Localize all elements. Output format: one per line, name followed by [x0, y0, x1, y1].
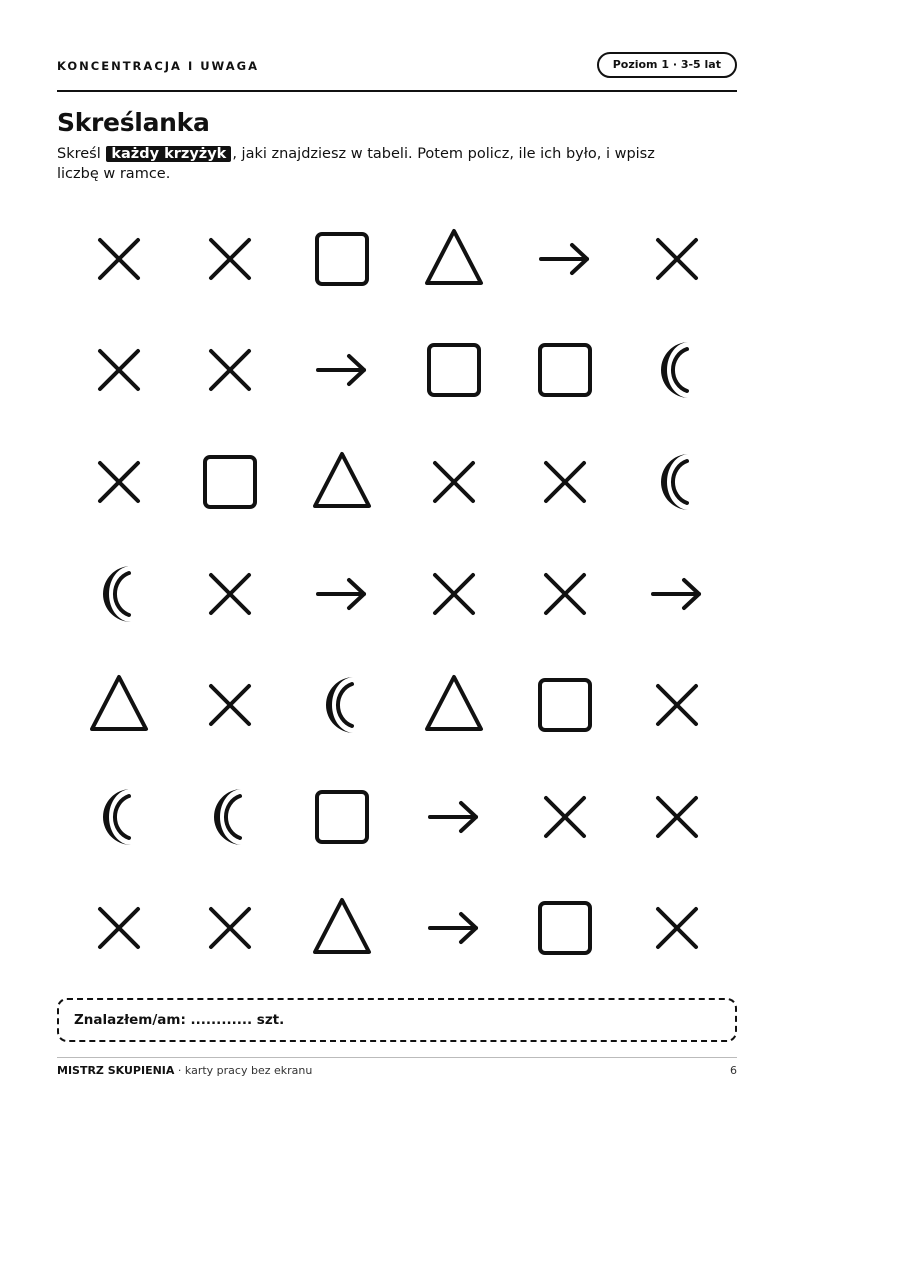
arrow-icon: [422, 785, 486, 849]
moon-icon: [310, 673, 374, 737]
cross-icon: [645, 785, 709, 849]
grid-cell[interactable]: [621, 426, 733, 538]
grid-cell[interactable]: [398, 203, 510, 315]
grid-cell[interactable]: [175, 203, 287, 315]
cross-icon: [645, 673, 709, 737]
grid-cell[interactable]: [63, 426, 175, 538]
grid-cell[interactable]: [509, 315, 621, 427]
grid-cell[interactable]: [621, 873, 733, 985]
grid-cell[interactable]: [175, 538, 287, 650]
triangle-icon: [422, 227, 486, 291]
grid-cell[interactable]: [509, 649, 621, 761]
grid-cell[interactable]: [286, 315, 398, 427]
instruction-text: [57, 144, 697, 184]
answer-label: Znalazłem/am: ............ szt.: [74, 1012, 285, 1028]
triangle-icon: [87, 673, 151, 737]
section-title: KONCENTRACJA I UWAGA: [57, 59, 259, 73]
grid-cell[interactable]: [175, 649, 287, 761]
footer-divider: [57, 1057, 737, 1058]
grid-cell[interactable]: [286, 873, 398, 985]
grid-cell[interactable]: [398, 873, 510, 985]
cross-icon: [198, 227, 262, 291]
grid-cell[interactable]: [63, 203, 175, 315]
arrow-icon: [310, 338, 374, 402]
grid-cell[interactable]: [63, 873, 175, 985]
moon-icon: [87, 785, 151, 849]
grid-cell[interactable]: [286, 203, 398, 315]
grid-cell[interactable]: [63, 315, 175, 427]
arrow-icon: [533, 227, 597, 291]
grid-cell[interactable]: [286, 426, 398, 538]
moon-icon: [645, 450, 709, 514]
grid-cell[interactable]: [621, 649, 733, 761]
moon-icon: [198, 785, 262, 849]
grid-cell[interactable]: [509, 203, 621, 315]
grid-cell[interactable]: [175, 761, 287, 873]
grid-cell[interactable]: [621, 761, 733, 873]
cross-icon: [87, 896, 151, 960]
cross-icon: [422, 450, 486, 514]
square-icon: [533, 338, 597, 402]
answer-box[interactable]: [57, 998, 737, 1042]
grid-cell[interactable]: [509, 426, 621, 538]
footer-brand: MISTRZ SKUPIENIA: [57, 1064, 175, 1077]
cross-icon: [645, 896, 709, 960]
cross-icon: [87, 227, 151, 291]
cross-icon: [198, 338, 262, 402]
grid-cell[interactable]: [398, 761, 510, 873]
cross-icon: [422, 562, 486, 626]
grid-cell[interactable]: [621, 538, 733, 650]
page-header: [57, 52, 737, 92]
grid-cell[interactable]: [286, 649, 398, 761]
triangle-icon: [310, 896, 374, 960]
level-badge: Poziom 1 · 3-5 lat: [597, 52, 737, 78]
instruction-end: , jaki znajdziesz w tabeli. Potem policz, ile ich było, i wpisz liczbę w ramce.: [57, 146, 655, 182]
symbol-grid: [63, 203, 733, 984]
grid-cell[interactable]: [509, 538, 621, 650]
instruction-highlight: każdy krzyżyk: [106, 146, 231, 162]
grid-cell[interactable]: [286, 538, 398, 650]
moon-icon: [645, 338, 709, 402]
cross-icon: [87, 450, 151, 514]
grid-cell[interactable]: [175, 426, 287, 538]
cross-icon: [198, 562, 262, 626]
square-icon: [198, 450, 262, 514]
cross-icon: [533, 450, 597, 514]
arrow-icon: [645, 562, 709, 626]
grid-cell[interactable]: [509, 761, 621, 873]
page-footer: [57, 1064, 737, 1077]
grid-cell[interactable]: [63, 538, 175, 650]
grid-cell[interactable]: [621, 315, 733, 427]
square-icon: [533, 673, 597, 737]
instruction-start: Skreśl: [57, 146, 106, 162]
grid-cell[interactable]: [175, 873, 287, 985]
cross-icon: [87, 338, 151, 402]
grid-cell[interactable]: [621, 203, 733, 315]
square-icon: [422, 338, 486, 402]
grid-cell[interactable]: [175, 315, 287, 427]
arrow-icon: [310, 562, 374, 626]
arrow-icon: [422, 896, 486, 960]
grid-cell[interactable]: [398, 538, 510, 650]
triangle-icon: [310, 450, 374, 514]
square-icon: [310, 785, 374, 849]
page-title: Skreślanka: [57, 108, 210, 137]
grid-cell[interactable]: [286, 761, 398, 873]
grid-cell[interactable]: [398, 315, 510, 427]
cross-icon: [533, 785, 597, 849]
grid-cell[interactable]: [509, 873, 621, 985]
grid-cell[interactable]: [398, 426, 510, 538]
cross-icon: [198, 896, 262, 960]
page-number: 6: [730, 1064, 737, 1077]
grid-cell[interactable]: [63, 761, 175, 873]
square-icon: [310, 227, 374, 291]
cross-icon: [198, 673, 262, 737]
square-icon: [533, 896, 597, 960]
cross-icon: [533, 562, 597, 626]
grid-cell[interactable]: [398, 649, 510, 761]
moon-icon: [87, 562, 151, 626]
cross-icon: [645, 227, 709, 291]
grid-cell[interactable]: [63, 649, 175, 761]
triangle-icon: [422, 673, 486, 737]
footer-subtitle: · karty pracy bez ekranu: [174, 1064, 313, 1077]
